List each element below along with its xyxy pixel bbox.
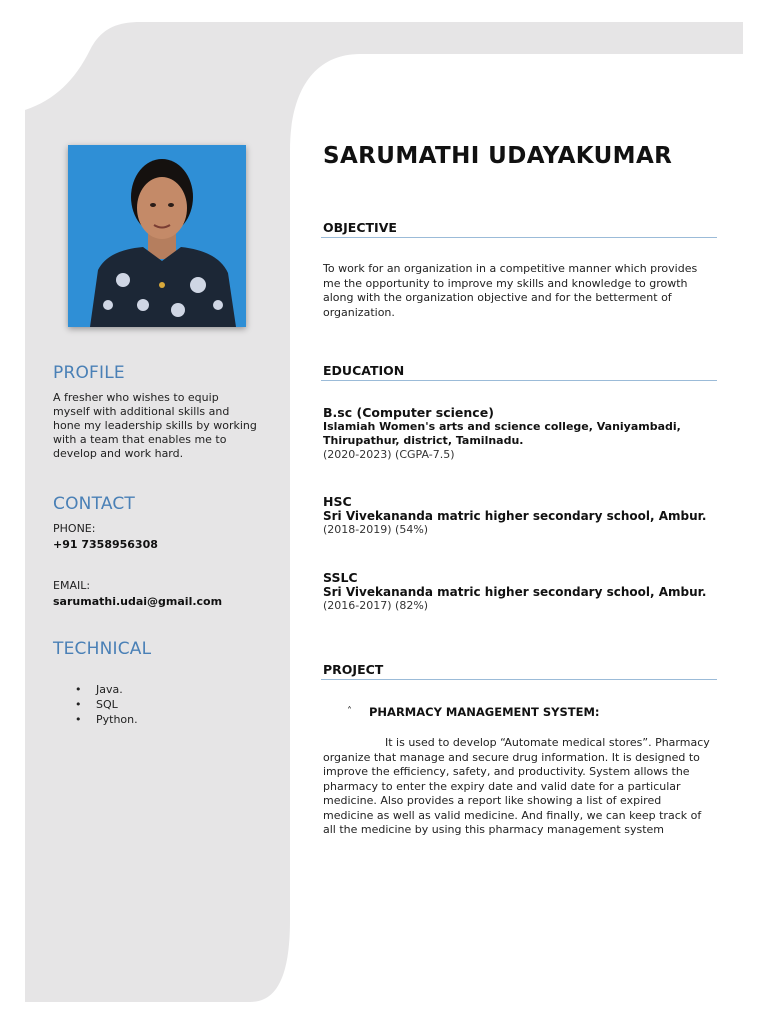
candidate-name: SARUMATHI UDAYAKUMAR <box>323 143 673 169</box>
education-degree: SSLC <box>323 570 358 585</box>
profile-heading: PROFILE <box>53 363 125 383</box>
education-institution: Sri Vivekananda matric higher secondary school, Ambur. <box>323 585 707 599</box>
skill-item: • SQL <box>73 697 138 712</box>
email-address: sarumathi.udai@gmail.com <box>53 595 223 608</box>
education-entry <box>323 494 715 536</box>
technical-heading: TECHNICAL <box>53 639 152 659</box>
skill-item: • Python. <box>73 712 138 727</box>
contact-heading: CONTACT <box>53 494 136 514</box>
arrowhead-bullet-icon: ˄ <box>347 706 352 717</box>
education-heading: EDUCATION <box>323 363 405 378</box>
technical-skills-list <box>73 682 138 727</box>
project-heading: PROJECT <box>323 662 384 677</box>
objective-text: To work for an organization in a competitive manner which provides me the opportunity to improve my skills and knowledge to growth along with the organization objective and for the betterment of organization. <box>323 262 698 319</box>
education-years: (2016-2017) (82%) <box>323 599 429 612</box>
education-institution: Sri Vivekananda matric higher secondary school, Ambur. <box>323 509 707 523</box>
education-years: (2020-2023) (CGPA-7.5) <box>323 448 455 461</box>
skill-item: • Java. <box>73 682 138 697</box>
education-divider <box>321 380 717 381</box>
education-years: (2018-2019) (54%) <box>323 523 429 536</box>
phone-number: +91 7358956308 <box>53 538 158 551</box>
phone-label: PHONE: <box>53 522 96 535</box>
education-degree: HSC <box>323 494 352 509</box>
project-description: It is used to develop “Automate medical stores”. Pharmacy organize that manage and secure drug information. It is designed to improve the efficiency, safety, and productivity. System allows the pharmacy to enter the expiry date and valid date for a particular medicine. Also provides a report like showing a list of expired medicine as well as valid medicine. And finally, we can keep track of all the medicine by using this pharmacy management system <box>323 736 710 836</box>
email-label: EMAIL: <box>53 579 91 592</box>
objective-divider <box>321 237 717 238</box>
education-entry <box>323 405 715 461</box>
project-divider <box>321 679 717 680</box>
education-degree: B.sc (Computer science) <box>323 405 494 420</box>
project-title: PHARMACY MANAGEMENT SYSTEM: <box>369 705 600 719</box>
education-entry <box>323 570 715 612</box>
profile-text: A fresher who wishes to equip myself with additional skills and hone my leadership skills by working with a team that enables me to develop and work hard. <box>53 391 257 460</box>
education-institution: Islamiah Women's arts and science college, Vaniyambadi, Thirupathur, district, Tamilnadu. <box>323 420 681 447</box>
objective-heading: OBJECTIVE <box>323 220 397 235</box>
profile-photo <box>68 145 246 327</box>
